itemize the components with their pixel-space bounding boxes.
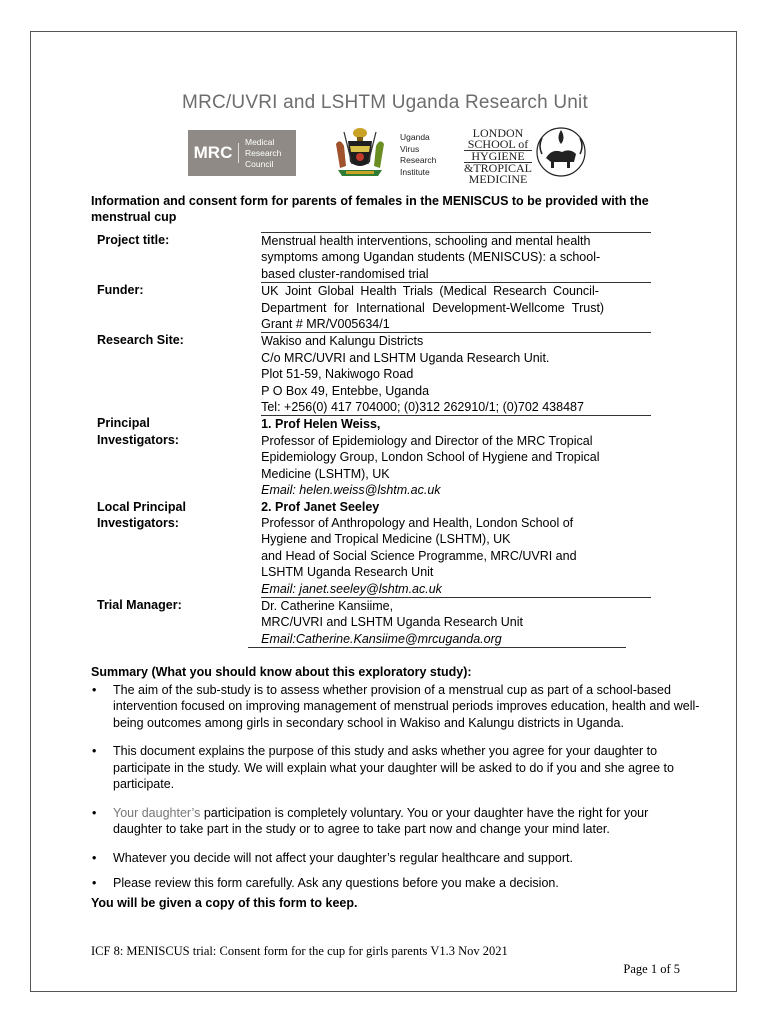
principal-investigator-name: 1. Prof Helen Weiss,: [261, 417, 381, 432]
bullet-icon: •: [92, 805, 97, 820]
list-item: [91, 805, 701, 838]
lshtm-logo-line: &TROPICAL: [464, 161, 533, 175]
mrc-logo-subtext: [239, 137, 281, 170]
trial-manager-email[interactable]: Email:Catherine.Kansiime@mrcuganda.org: [261, 631, 502, 646]
mrc-logo-text: MRC: [188, 143, 239, 163]
trial-manager-value: [261, 597, 651, 647]
bullet-icon: •: [92, 850, 97, 865]
summary-bullet-prefix: Your daughter’s: [113, 805, 201, 820]
summary-bullet-text: Please review this form carefully. Ask any questions before you make a decision.: [113, 876, 559, 890]
local-pi-line: and Head of Social Science Programme, MRC/UVRI and: [261, 548, 577, 563]
table-bottom-rule: [248, 647, 626, 648]
table-row-project-title: [91, 232, 651, 282]
principal-investigator-line: Medicine (LSHTM), UK: [261, 466, 390, 481]
summary-list: [91, 682, 701, 892]
project-title-line: Menstrual health interventions, schooling and mental health: [261, 234, 591, 248]
mrc-logo: [188, 130, 296, 176]
uvri-logo-line: Research: [400, 155, 437, 165]
funder-line: Department for International Development-Wellcome Trust): [261, 300, 605, 315]
list-item: [91, 682, 701, 732]
research-site-label: Research Site:: [97, 333, 184, 348]
local-pi-email[interactable]: Email: janet.seeley@lshtm.ac.uk: [261, 581, 442, 596]
project-title-line: based cluster-randomised trial: [261, 266, 429, 281]
list-item: [91, 875, 701, 892]
local-principal-investigators-label: [91, 499, 261, 597]
table-row-local-principal-investigators: [91, 499, 651, 597]
table-row-principal-investigators: [91, 415, 651, 498]
list-item: [91, 743, 701, 793]
principal-investigators-label-line: Investigators:: [97, 432, 179, 447]
principal-investigators-label: [91, 415, 261, 498]
lshtm-logo-line: SCHOOL of: [467, 137, 529, 151]
footer-text: ICF 8: MENISCUS trial: Consent form for the cup for girls parents V1.3 Nov 2021: [91, 944, 508, 958]
principal-investigator-line: Epidemiology Group, London School of Hygiene and Tropical: [261, 450, 600, 465]
research-site-value: [261, 332, 651, 415]
trial-manager-label: Trial Manager:: [97, 597, 182, 612]
research-site-line: Tel: +256(0) 417 704000; (0)312 262910/1; (0)702 438487: [261, 400, 584, 415]
principal-investigator-email[interactable]: Email: helen.weiss@lshtm.ac.uk: [261, 483, 441, 498]
local-pi-label-line: Local Principal: [97, 499, 186, 514]
table-row-funder: [91, 282, 651, 332]
lshtm-logo-line: LONDON: [472, 126, 524, 140]
local-pi-label-line: Investigators:: [97, 515, 179, 530]
lshtm-logo-line: HYGIENE: [464, 150, 532, 163]
local-pi-line: Professor of Anthropology and Health, London School of: [261, 515, 574, 530]
table-row-research-site: [91, 332, 651, 415]
summary-heading: Summary (What you should know about this exploratory study):: [91, 665, 472, 679]
summary-bullet-text: Whatever you decide will not affect your daughter’s regular healthcare and support.: [113, 850, 573, 865]
funder-value: [261, 282, 651, 332]
uvri-logo-line: Virus: [400, 143, 420, 154]
trial-manager-line: MRC/UVRI and LSHTM Uganda Research Unit: [261, 615, 524, 630]
project-title-line: symptoms among Ugandan students (MENISCUS): a school-: [261, 250, 601, 265]
project-title-value: [261, 232, 651, 282]
lshtm-logo: [464, 128, 532, 185]
bullet-icon: •: [92, 682, 97, 697]
page-number: Page 1 of 5: [623, 962, 680, 976]
research-site-line: C/o MRC/UVRI and LSHTM Uganda Research Unit.: [261, 350, 550, 365]
uvri-logo-line: Institute: [400, 166, 430, 177]
funder-line: UK Joint Global Health Trials (Medical Research Council-: [261, 284, 599, 299]
principal-investigators-value: [261, 415, 651, 498]
list-item: [91, 850, 701, 867]
principal-investigator-line: Professor of Epidemiology and Director of the MRC Tropical: [261, 433, 593, 448]
summary-bullet-text: This document explains the purpose of this study and asks whether you agree for your daughter to participate in the study. We will explain what your daughter will be asked to do if you and she agree to participate.: [113, 744, 674, 791]
bullet-icon: •: [92, 744, 97, 758]
logo-bar: [0, 124, 770, 186]
trial-manager-line: Dr. Catherine Kansiime,: [261, 598, 394, 613]
document-heading: Information and consent form for parents of females in the MENISCUS to be provided with the menstrual cup: [91, 194, 649, 224]
funder-line: Grant # MR/V005634/1: [261, 317, 390, 332]
lshtm-emblem-icon: [532, 124, 590, 178]
mrc-logo-line: Medical: [245, 136, 275, 147]
lshtm-logo-line: MEDICINE: [468, 172, 528, 186]
summary-bullet-text: participation is completely voluntary. You or your daughter have the right for your daughter to take part in the study or to agree to take part now and change your mind later.: [113, 805, 649, 836]
research-site-line: Plot 51-59, Nakiwogo Road: [261, 367, 414, 382]
principal-investigators-label-line: Principal: [97, 416, 150, 431]
local-pi-line: Hygiene and Tropical Medicine (LSHTM), UK: [261, 532, 511, 547]
uvri-logo-line: Uganda: [400, 132, 430, 142]
project-title-label: Project title:: [97, 233, 170, 247]
local-pi-name: 2. Prof Janet Seeley: [261, 499, 380, 514]
uganda-crest-icon: [328, 124, 392, 178]
research-site-line: P O Box 49, Entebbe, Uganda: [261, 383, 430, 398]
summary-section: [91, 664, 701, 911]
mrc-logo-line: Council: [245, 158, 274, 169]
table-row-trial-manager: [91, 597, 651, 647]
bullet-icon: •: [92, 876, 97, 890]
research-site-line: Wakiso and Kalungu Districts: [261, 334, 424, 349]
local-principal-investigators-value: [261, 499, 651, 597]
uvri-logo: [400, 132, 436, 178]
mrc-logo-line: Research: [245, 147, 282, 158]
summary-bullet-text: The aim of the sub-study is to assess whether provision of a menstrual cup as part of a school-based intervention focused on improving management of menstrual periods improves education, health and well-being outcomes among girls in secondary school in Wakiso and Kalungu districts in Uganda.: [113, 682, 700, 730]
local-pi-line: LSHTM Uganda Research Unit: [261, 565, 434, 580]
unit-title: MRC/UVRI and LSHTM Uganda Research Unit: [182, 92, 588, 113]
keep-copy-note: You will be given a copy of this form to keep.: [91, 895, 358, 910]
funder-label: Funder:: [97, 283, 144, 298]
study-info-table: [91, 232, 651, 648]
